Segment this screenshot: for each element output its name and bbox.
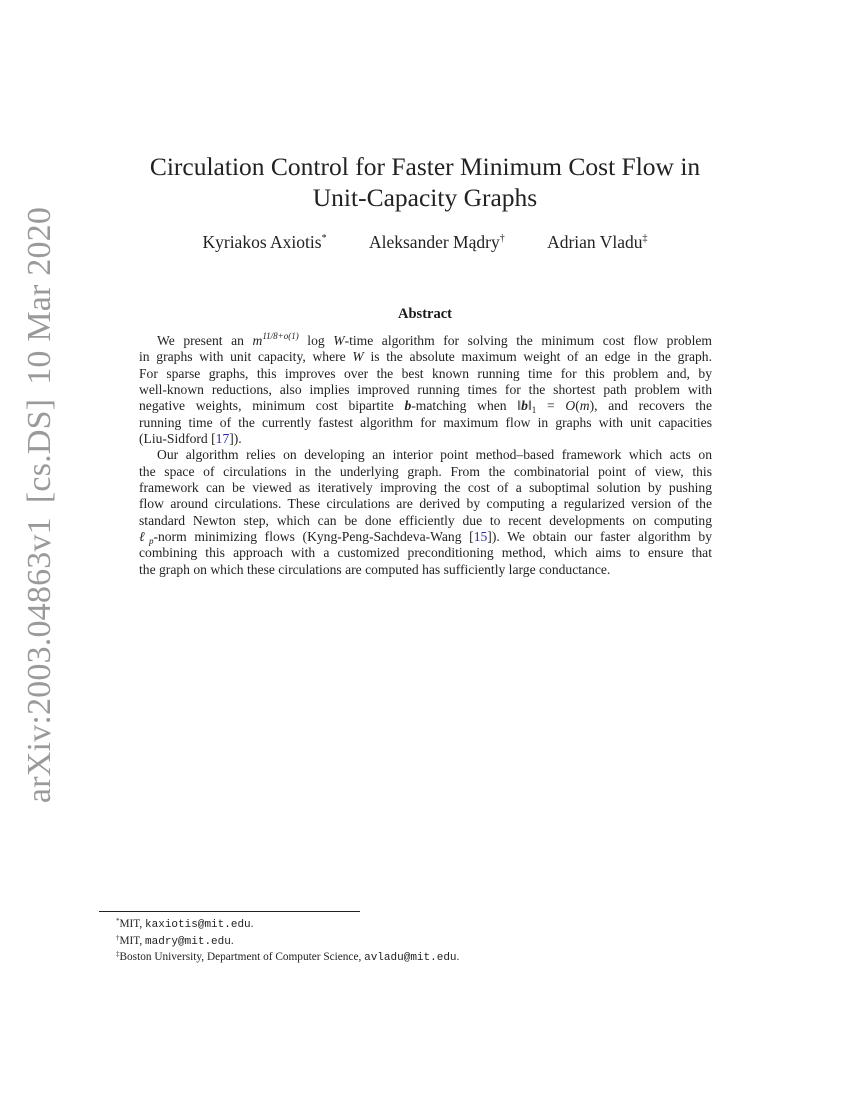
author-madry: Aleksander Mądry† [368,232,505,252]
abstract-line: running time of the currently fastest algorithm for maximum flow in graphs with unit capacities [139,414,712,430]
citation-link-15[interactable]: 15 [473,529,488,545]
abstract-line: We present an $m^{11/8+o(1)}$ log W-time algorithm for solving the minimum cost flow problem [157,331,712,348]
abstract-body [139,333,712,578]
arxiv-stamp [21,200,59,810]
footnote-rule [99,911,360,912]
citation-link-17[interactable]: 17 [215,431,230,447]
author-axiotis: Kyriakos Axiotis* [202,232,327,252]
author-list [0,231,850,253]
footnote-madry: †MIT, madry@mit.edu. [116,933,234,948]
abstract-line: the space of circulations in the underlying graph. From the combinatorial point of view, this [139,463,712,479]
abstract-line: For sparse graphs, this improves over the best known running time for this problem and, by [139,365,712,381]
paper-title [0,151,850,213]
footnote-mark[interactable]: † [499,233,505,244]
arxiv-id[interactable]: arXiv:2003.04863v1 [21,517,58,804]
arxiv-date: 10 Mar 2020 [21,206,58,385]
abstract-line: the graph on which these circulations are computed has sufficiently large conductance. [139,561,611,577]
title-line-1: Circulation Control for Faster Minimum Cost Flow in [149,152,701,181]
title-line-2: Unit-Capacity Graphs [312,183,538,212]
abstract-line: in graphs with unit capacity, where W is the absolute maximum weight of an edge in the graph. [139,349,712,365]
abstract-line: Our algorithm relies on developing an interior point method–based framework which acts on [157,447,712,463]
abstract-line: negative weights, minimum cost bipartite b-matching when $‖b‖_1 = O(m)$, and recovers the [139,398,712,416]
abstract-line: combining this approach with a customized preconditioning method, which aims to ensure that [139,545,712,561]
footnote-mark[interactable]: ‡ [642,233,648,244]
email-link[interactable]: avladu@mit.edu [364,952,457,964]
author-vladu: Adrian Vladu‡ [547,232,648,252]
footnote-axiotis: *MIT, kaxiotis@mit.edu. [116,917,254,931]
abstract-heading: Abstract [398,306,452,322]
footnote-mark[interactable]: * [321,233,327,244]
footnote-vladu: ‡Boston University, Department of Computer Science, avladu@mit.edu. [116,950,460,964]
abstract-line: framework can be viewed as iteratively improving the cost of a suboptimal solution by pushing [139,480,712,496]
abstract-line: ℓ$_p$-norm minimizing flows (Kyng-Peng-Sachdeva-Wang [15]). We obtain our faster algorithm by [139,529,713,547]
abstract-line: well-known reductions, also implies improved running times for the shortest path problem with [139,382,712,398]
abstract-line: standard Newton step, which can be done efficiently due to recent developments on computing [139,512,712,528]
arxiv-category: [cs.DS] [21,398,58,504]
abstract-line: flow around circulations. These circulations are derived by computing a regularized version of the [139,496,712,512]
email-link[interactable]: madry@mit.edu [145,935,231,948]
abstract-line: (Liu-Sidford [17]). [139,431,242,447]
email-link[interactable]: kaxiotis@mit.edu [145,919,251,931]
footnotes [116,917,459,967]
